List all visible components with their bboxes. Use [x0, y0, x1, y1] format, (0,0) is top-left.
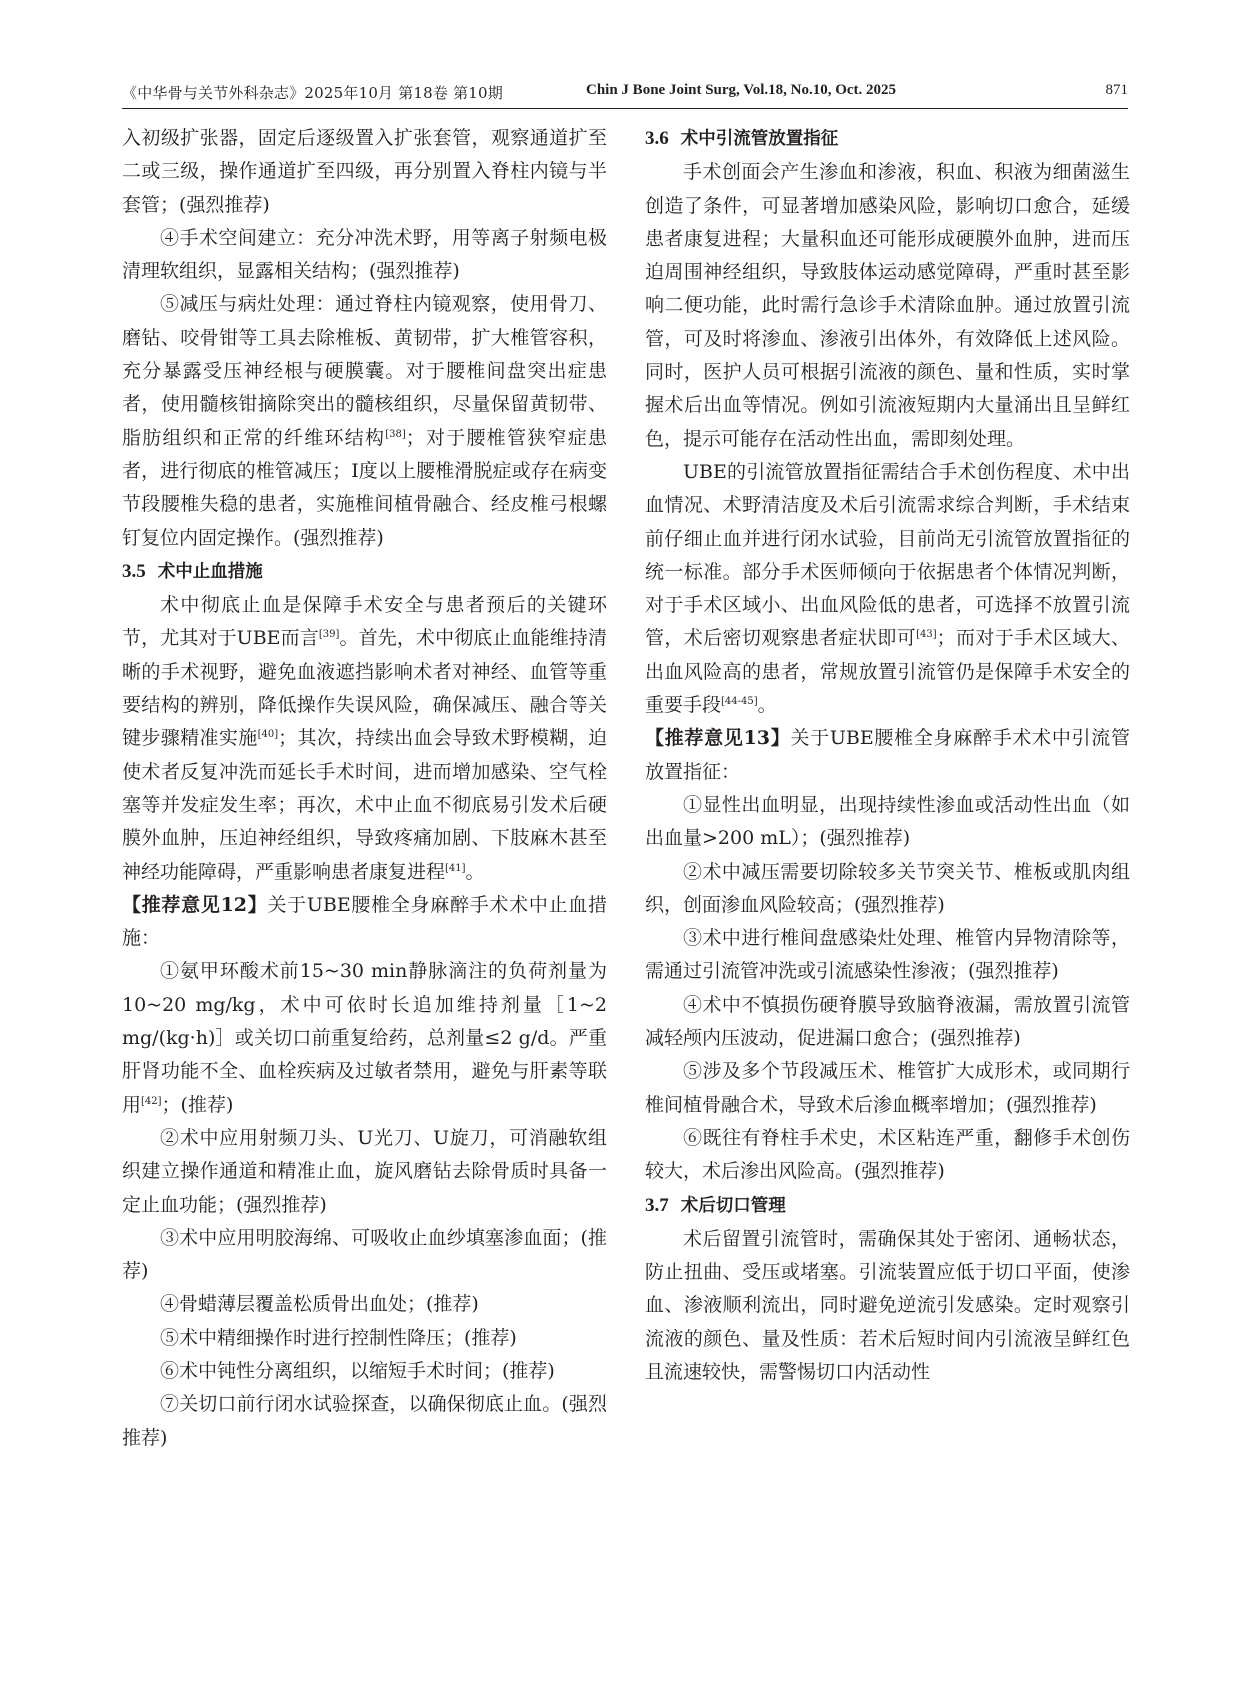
list-item: ⑤涉及多个节段减压术、椎管扩大成形术，或同期行椎间植骨融合术，导致术后渗血概率增加；(强烈推荐): [645, 1060, 1130, 1116]
list-item: ③术中进行椎间盘感染灶处理、椎管内异物清除等，需通过引流管冲洗或引流感染性渗液；(强烈推荐): [645, 927, 1130, 983]
header-rule: [122, 108, 1128, 109]
running-header: [122, 74, 1128, 114]
paragraph: 手术创面会产生渗血和渗液，积血、积液为细菌滋生创造了条件，可显著增加感染风险，影响切口愈合，延缓患者康复进程；大量积血还可能形成硬膜外血肿，进而压迫周围神经组织，导致肢体运动感觉障碍，严重时甚至影响二便功能，此时需行急诊手术清除血肿。通过放置引流管，可及时将渗血、渗液引出体外，有效降低上述风险。同时，医护人员可根据引流液的颜色、量和性质，实时掌握术后出血等情况。例如引流液短期内大量涌出且呈鲜红色，提示可能存在活动性出血，需即刻处理。: [645, 161, 1130, 450]
paragraph: 入初级扩张器，固定后逐级置入扩张套管，观察通道扩至二或三级，操作通道扩至四级，再分别置入脊柱内镜与半套管；(强烈推荐): [122, 127, 607, 216]
list-item: ①显性出血明显，出现持续性渗血或活动性出血（如出血量>200 mL）；(强烈推荐): [645, 793, 1130, 850]
journal-title-cn: 《中华骨与关节外科杂志》2025年10月 第18卷 第10期: [122, 84, 503, 102]
journal-title-en: Chin J Bone Joint Surg, Vol.18, No.10, Oct. 2025: [586, 82, 897, 98]
list-item: ⑥既往有脊柱手术史，术区粘连严重，翻修手术创伤较大，术后渗出风险高。(强烈推荐): [645, 1126, 1130, 1183]
list-item: ①氨甲环酸术前15~30 min静脉滴注的负荷剂量为10~20 mg/kg，术中可依时长追加维持剂量［1~2 mg/(kg·h)］或关切口前重复给药，总剂量≤2 g/d。严重肝肾功能不全、血栓疾病及过敏者禁用，避免与肝素等联用[42]；(推荐): [122, 960, 607, 1116]
paragraph: 术后留置引流管时，需确保其处于密闭、通畅状态，防止扭曲、受压或堵塞。引流装置应低于切口平面，使渗血、渗液顺利流出，同时避免逆流引发感染。定时观察引流液的颜色、量及性质：若术后短时间内引流液呈鲜红色且流速较快，需警惕切口内活动性: [645, 1227, 1130, 1383]
recommendation-13: 【推荐意见13】关于UBE腰椎全身麻醉手术术中引流管放置指征：: [645, 727, 1130, 783]
list-item: ④术中不慎损伤硬脊膜导致脑脊液漏，需放置引流管减轻颅内压波动，促进漏口愈合；(强烈推荐): [645, 993, 1130, 1050]
list-item: ④手术空间建立：充分冲洗术野，用等离子射频电极清理软组织，显露相关结构；(强烈推荐): [122, 226, 607, 283]
citation: [40]: [257, 729, 279, 741]
paragraph: ⑤减压与病灶处理：通过脊柱内镜观察，使用骨刀、磨钻、咬骨钳等工具去除椎板、黄韧带，扩大椎管容积，充分暴露受压神经根与硬膜囊。对于腰椎间盘突出症患者，使用髓核钳摘除突出的髓核组织，尽量保留黄韧带、脂肪组织和正常的纤维环结构[38]；对于腰椎管狭窄症患者，进行彻底的椎管减压；Ⅰ度以上腰椎滑脱症或存在病变节段腰椎失稳的患者，实施椎间植骨融合、经皮椎弓根螺钉复位内固定操作。(强烈推荐): [122, 293, 607, 549]
list-item: ⑥术中钝性分离组织，以缩短手术时间；(推荐): [160, 1359, 555, 1382]
paragraph: UBE的引流管放置指征需结合手术创伤程度、术中出血情况、术野清洁度及术后引流需求综合判断，手术结束前仔细止血并进行闭水试验，目前尚无引流管放置指征的统一标准。部分手术医师倾向于依据患者个体情况判断，对于手术区域小、出血风险低的患者，可选择不放置引流管，术后密切观察患者症状即可[43]；而对于手术区域大、出血风险高的患者，常规放置引流管仍是保障手术安全的重要手段[44-45]。: [645, 460, 1130, 717]
recommendation-12: 【推荐意见12】关于UBE腰椎全身麻醉手术术中止血措施：: [122, 893, 607, 950]
list-item: ②术中减压需要切除较多关节突关节、椎板或肌肉组织，创面渗血风险较高；(强烈推荐): [645, 860, 1130, 916]
citation: [38]: [385, 428, 406, 440]
list-item: ④骨蜡薄层覆盖松质骨出血处；(推荐): [160, 1293, 479, 1316]
citation: [39]: [318, 629, 340, 641]
citation: [41]: [445, 862, 466, 874]
right-column: [645, 122, 1130, 1389]
left-column: [122, 122, 607, 1455]
list-item: ⑦关切口前行闭水试验探查，以确保彻底止血。(强烈推荐): [122, 1393, 607, 1449]
list-item: ②术中应用射频刀头、U光刀、U旋刀，可消融软组织建立操作通道和精准止血，旋风磨钻去除骨质时具备一定止血功能；(强烈推荐): [122, 1126, 607, 1216]
recommendation-label: 【推荐意见12】: [122, 893, 268, 916]
section-heading-3-5: 3.5 术中止血措施: [122, 560, 263, 582]
section-heading-3-7: 3.7 术后切口管理: [645, 1194, 786, 1216]
citation: [44-45]: [721, 696, 758, 708]
section-heading-3-6: 3.6 术中引流管放置指征: [645, 128, 839, 149]
citation: [43]: [916, 629, 937, 641]
page-number: 871: [1105, 82, 1128, 98]
citation: [42]: [141, 1095, 162, 1107]
paragraph: 术中彻底止血是保障手术安全与患者预后的关键环节，尤其对于UBE而言[39]。首先，术中彻底止血能维持清晰的手术视野，避免血液遮挡影响术者对神经、血管等重要结构的辨别，降低操作失误风险，确保减压、融合等关键步骤精准实施[40]；其次，持续出血会导致术野模糊，迫使术者反复冲洗而延长手术时间，进而增加感染、空气栓塞等并发症发生率；再次，术中止血不彻底易引发术后硬膜外血肿，压迫神经组织，导致疼痛加剧、下肢麻木甚至神经功能障碍，严重影响患者康复进程[41]。: [122, 594, 607, 883]
list-item: ⑤术中精细操作时进行控制性降压；(推荐): [160, 1326, 517, 1349]
list-item: ③术中应用明胶海绵、可吸收止血纱填塞渗血面；(推荐): [122, 1226, 607, 1283]
recommendation-label: 【推荐意见13】: [645, 727, 791, 750]
